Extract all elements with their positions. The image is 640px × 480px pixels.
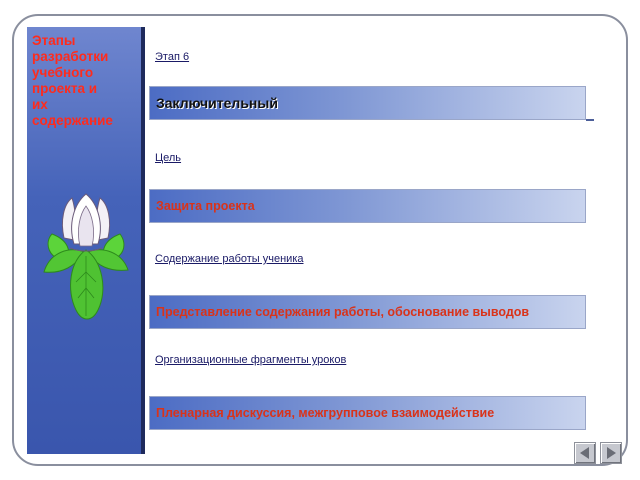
stage-link[interactable]: Этап 6: [155, 51, 190, 63]
fragments-bar: Пленарная дискуссия, межгрупповое взаимодействие: [149, 396, 586, 430]
stage-title-bar: Заключительный: [149, 86, 586, 120]
flower-icon: [40, 190, 132, 330]
next-button[interactable]: [600, 442, 622, 464]
back-arrow-icon: [575, 443, 595, 463]
left-panel-divider: [141, 27, 145, 454]
content-bar: Представление содержания работы, обоснование выводов: [149, 295, 586, 329]
prev-button[interactable]: [574, 442, 596, 464]
goal-link[interactable]: Цель: [155, 152, 182, 164]
fragments-link[interactable]: Организационные фрагменты уроков: [155, 354, 347, 366]
title-bar-tail: [586, 119, 594, 121]
forward-arrow-icon: [601, 443, 621, 463]
goal-bar: Защита проекта: [149, 189, 586, 223]
content-link[interactable]: Содержание работы ученика: [155, 253, 304, 265]
panel-title: Этапы разработки учебного проекта и их содержание: [32, 33, 113, 128]
